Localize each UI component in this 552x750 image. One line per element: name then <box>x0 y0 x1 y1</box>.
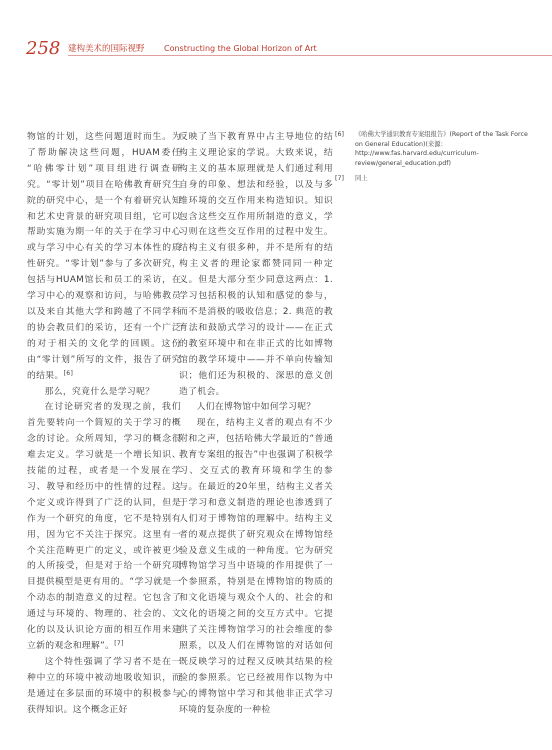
running-title-cn: 建构美术的国际视野 <box>68 44 145 54</box>
footnote-ref[interactable]: [7] <box>114 640 124 647</box>
paragraph: 这个特性强调了学习者不是在一种中立的环境中被动地吸收知识，而是通过在多层面的环境中的积极参与获得知识。这个概念正好 <box>27 656 181 715</box>
page-header <box>26 40 552 58</box>
footnote <box>335 130 535 168</box>
paragraph-text: 物馆的计划，这些问题道时而生。为了帮助解决这些问题，HUAM委任 “哈佛零计划”项目组进行调查研究。“零计划”项目在哈佛教育研究生院的研究中心，是一个有着研究认知和艺术史背景的研究项目组，它可以帮助实施为期一年的关于在学习中心或与学习中心有关的学习本体性的质性研究。“零计划”参与了多次研究，包括与HUAM馆长和员工的采访，在学习中心的观察和访问，与哈佛教员以及来自其他大学和跨越了不同学科的协会教员们的采访，还有一个广泛的对于相关的文化学的回顾。这份由“零计划”所写的文件，报告了研究的结果。 <box>27 132 181 381</box>
running-title-en: Constructing the Global Horizon of Art <box>164 44 317 53</box>
header-rule <box>68 55 552 56</box>
section-question: 那么，究竟什么是学习呢？ <box>44 386 155 397</box>
paragraph: 反映了当下教育界中占主导地位的结构主义理论家的学说。大致来说，结构主义的基本原理就是人们通过利用自身的印象、想法和经验，以及与多维环境的交互作用来构造知识。知识包含这些交互作用所制造的意义，学习则在这些交互作用的过程中发生。结构主义有很多种，并不是所有的结构主义者的理论家都赞同同一种定义。但是大部分至少同意这两点：1. 学习包括积极的认知和感觉的参与，而不是消极的吸收信息；2. 典范的教育法和鼓励式学习的设计——在正式的教室环境中和在非正式的比如博物馆的教学环境中——并不单向传输知识；他们还为积极的、深思的意义创造了机会。 <box>179 132 333 397</box>
paragraph <box>27 130 181 385</box>
paragraph <box>27 400 181 655</box>
footnotes <box>335 130 535 190</box>
section-question: 人们在博物馆中如何学习呢？ <box>196 402 316 413</box>
page-number: 258 <box>26 38 61 59</box>
body-column-2 <box>179 130 333 719</box>
footnote-text: 《哈佛大学通识教育专案组报告》(Report of the Task Force on General Education)(来源：http://www.fas.harvard.edu/curriculum-review/general_education.pdf) <box>355 131 528 167</box>
footnote-number: [7] <box>335 175 344 182</box>
footnote-number: [6] <box>335 131 344 138</box>
footnote <box>335 174 535 184</box>
paragraph-text: 在讨论研究者的发现之前，我们首先要转向一个简短的关于学习的概念的讨论。众所周知，学习的概念很难去定义。学习就是一个增长知识、技能的过程，或者是一个发展在学习、教导和经历中的性情的过程。这个定义或许得到了广泛的认同，但是作为一个研究的角度，它不是特别有用，因为它不关注于探究。这里有一个关注范畴更广的定义，或许被更少的人所接受，但是对于给一个研究项目提供模型是更有用的。“学习就是一个动态的制造意义的过程。它包含了通过与环境的、物理的、社会的、文化的以及认识论方面的相互作用来建立新的观念和理解”。 <box>27 402 181 651</box>
body-column-1 <box>27 130 181 719</box>
footnote-text: 同上 <box>355 175 368 182</box>
footnote-ref[interactable]: [6] <box>63 369 74 377</box>
paragraph: 现在，结构主义者的观点有不少附和之声，包括哈佛大学最近的“普通教育专案组的报告”中也强调了积极学习、交互式的教育环境和学生的参与。在最近的20年里，结构主义者关于学习和意义制造的理论也渗透到了人们对于博物馆的理解中。结构主义者的观点提供了研究观众在博物馆经验及意义生成的一种角度。它为研究博物馆学习当中语境的作用提供了一个参照系，特别是在博物馆的物质的和文化语境与观众个人的、社会的和文化的语境之间的交互方式中。它提供了关注博物馆学习的社会维度的参照系，以及人们在博物馆的对话如何既反映学习的过程又反映其结果的检验的参照系。它已经被用作以物为中心的博物馆中学习和其他非正式学习环境的复杂度的一种检 <box>179 418 333 715</box>
